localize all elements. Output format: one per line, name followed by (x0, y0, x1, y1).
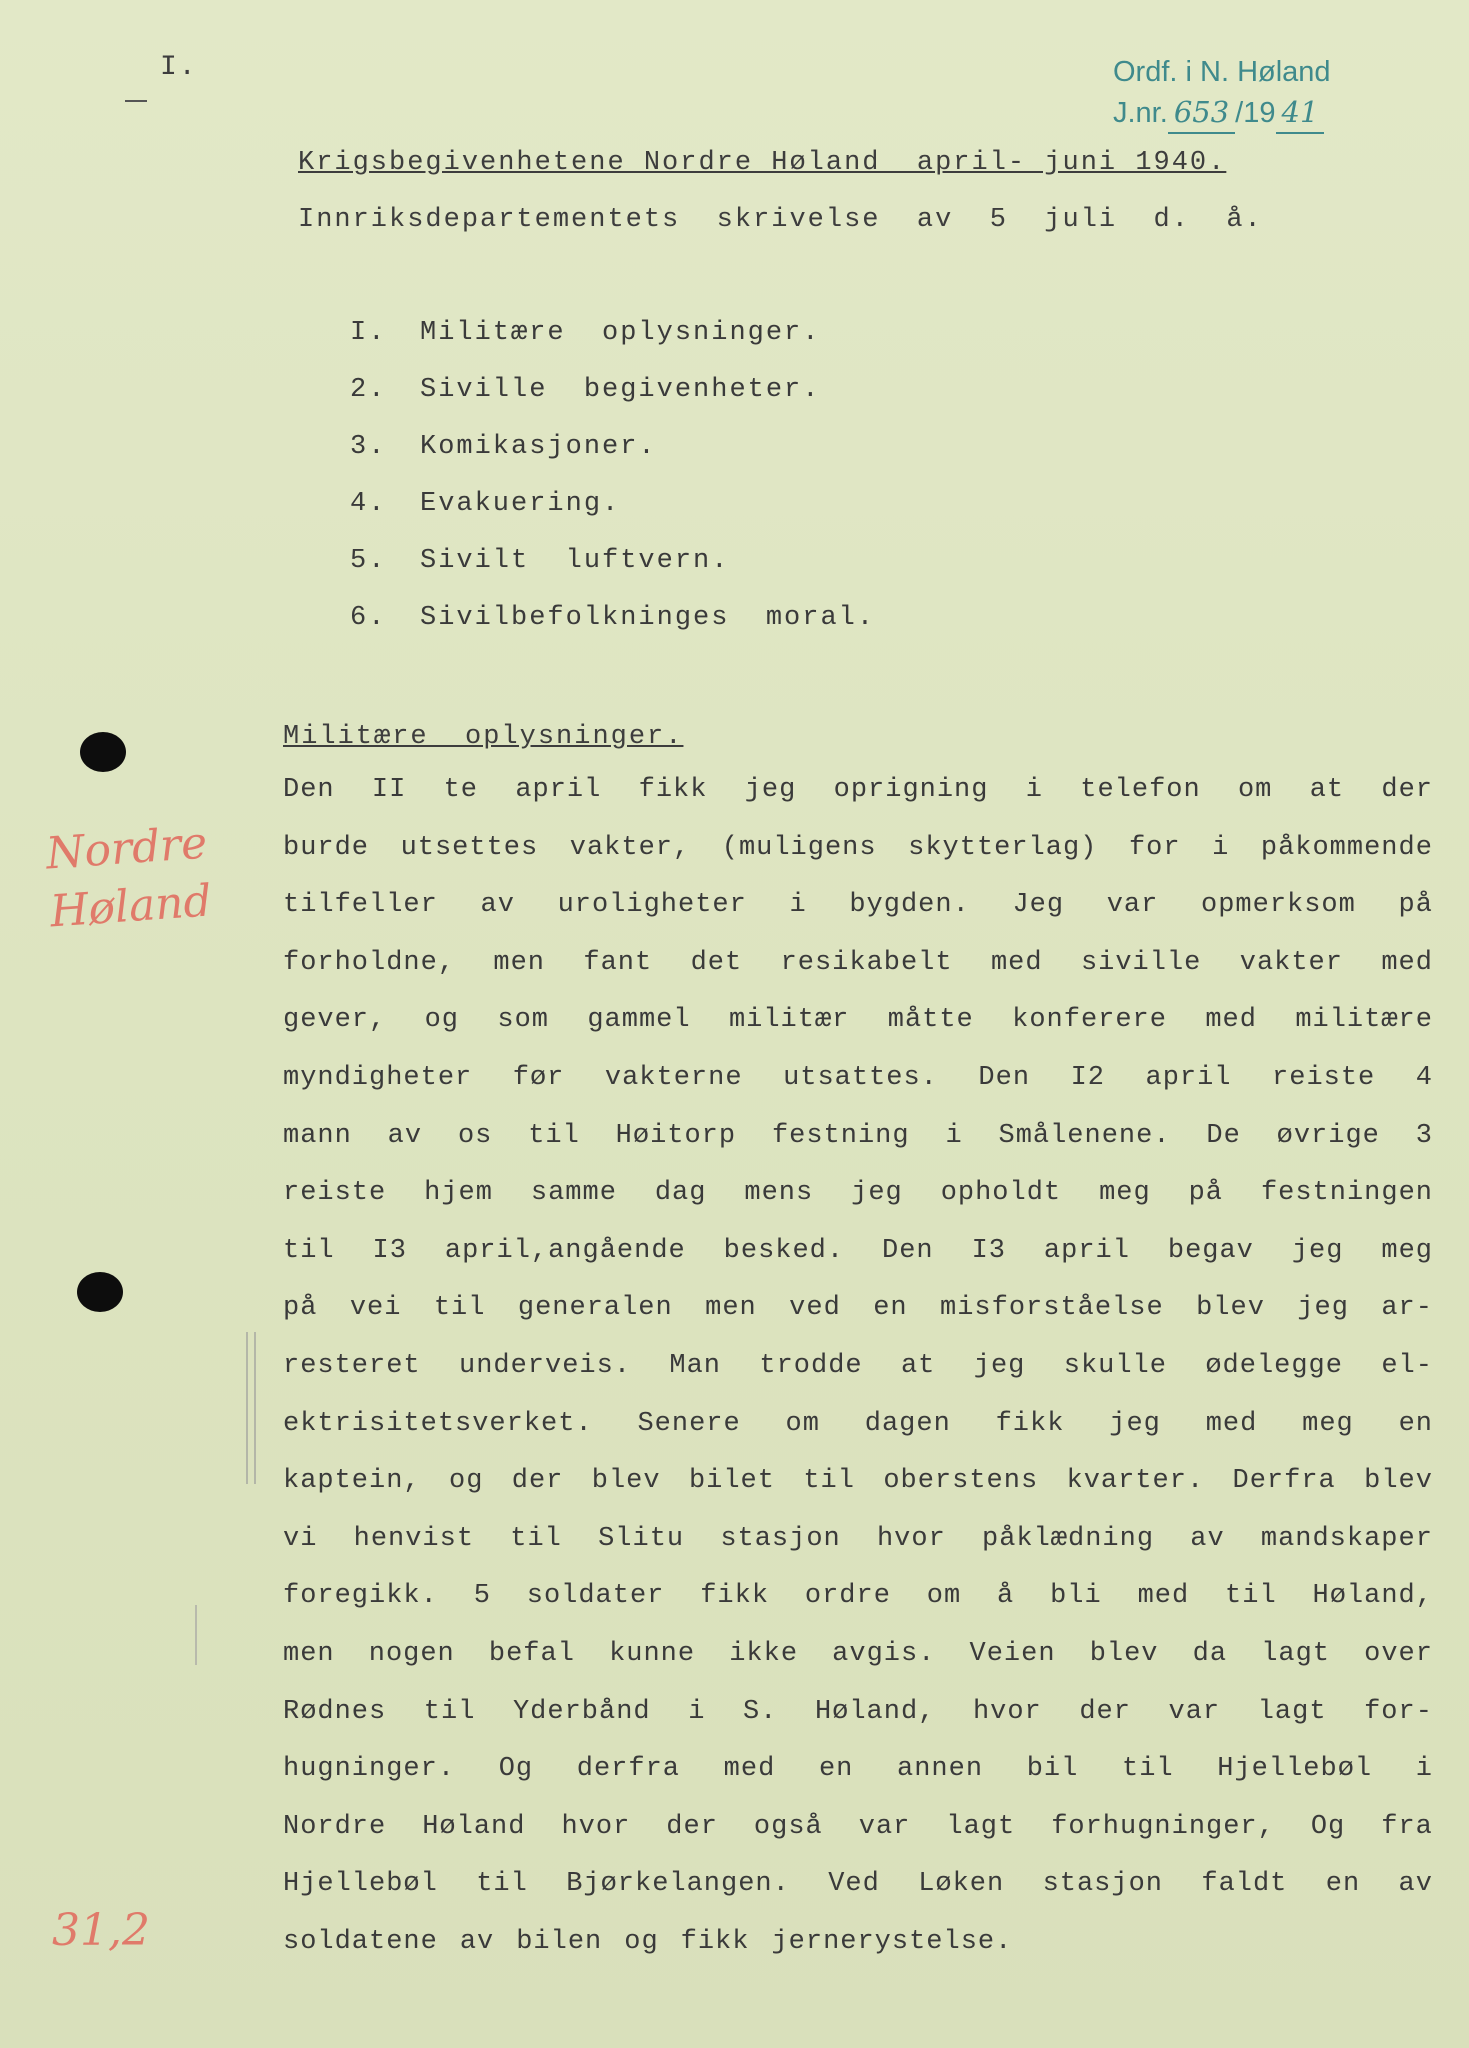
word: blev (1364, 1466, 1433, 1497)
word: i (945, 1120, 963, 1151)
word: Høland (422, 1811, 526, 1842)
word: Rødnes (283, 1696, 387, 1727)
word: og (624, 1926, 659, 1957)
text-line (283, 1351, 1433, 1409)
word: Man (669, 1350, 722, 1381)
word: samme (530, 1178, 617, 1209)
word: i (1415, 1754, 1433, 1785)
word: forholdne, (283, 947, 456, 978)
word: ordre (804, 1581, 891, 1612)
word: vakter, (569, 832, 691, 863)
word: resikabelt (780, 947, 953, 978)
word: Høland, (1312, 1581, 1433, 1612)
word: I3 (971, 1235, 1006, 1266)
word: foregikk. (283, 1581, 438, 1612)
word: med (723, 1754, 776, 1785)
word: over (1364, 1638, 1433, 1669)
archive-page-mark: 31,2 (52, 1905, 150, 1956)
word: øvrige (1276, 1120, 1380, 1151)
word: oprigning (833, 775, 989, 805)
word: 4 (1415, 1062, 1433, 1093)
jnr-separator: /19 (1235, 97, 1276, 129)
word: oberstens (883, 1466, 1039, 1497)
word: hugninger. (283, 1754, 456, 1785)
word: lagt (1261, 1638, 1330, 1669)
word: i (1212, 832, 1230, 863)
word: ektrisitetsverket. (283, 1408, 593, 1439)
archive-stamp (1113, 52, 1331, 134)
word: festningen (1260, 1178, 1433, 1209)
toc-item (350, 318, 875, 375)
text-line (283, 1581, 1433, 1639)
punch-hole (80, 732, 126, 772)
word: II (371, 775, 407, 805)
punch-hole (77, 1272, 123, 1312)
word: som (497, 1005, 549, 1036)
word: lagt (1257, 1696, 1327, 1727)
word: vakter (1239, 947, 1343, 978)
word: Bjørkelangen. (566, 1869, 790, 1900)
word: kunne (609, 1638, 696, 1669)
word: å (997, 1581, 1015, 1612)
word: S. (742, 1696, 778, 1727)
word: av (1398, 1869, 1433, 1900)
toc-number: 4. (350, 489, 387, 519)
word: stasjon (1042, 1869, 1163, 1900)
body-text (283, 775, 1433, 1984)
jnr-year: 41 (1276, 92, 1325, 134)
word: besked. (723, 1235, 845, 1266)
word: ikke (729, 1638, 799, 1669)
word: til (803, 1466, 855, 1497)
text-line (283, 1236, 1433, 1294)
word: bli (1050, 1581, 1102, 1612)
word: var (1106, 890, 1159, 921)
word: til (1225, 1581, 1277, 1612)
toc-item (350, 375, 875, 432)
toc-item (350, 603, 875, 660)
word: i (1025, 775, 1043, 805)
margin-note (44, 815, 213, 942)
word: hjem (424, 1178, 493, 1209)
word: med (1137, 1581, 1190, 1612)
word: men (283, 1638, 335, 1669)
word: før (512, 1062, 565, 1093)
word: stasjon (720, 1523, 841, 1554)
word: at (900, 1350, 936, 1381)
word: der (1381, 775, 1433, 805)
word: (muligens (721, 832, 877, 863)
word: fikk (638, 775, 708, 805)
word: I3 (372, 1235, 407, 1266)
word: det (690, 947, 743, 978)
word: 5 (473, 1581, 491, 1612)
word: for- (1364, 1696, 1433, 1727)
text-line (283, 833, 1433, 891)
word: påklædning (982, 1523, 1155, 1554)
word: av (387, 1120, 423, 1151)
word: resteret (283, 1350, 421, 1381)
word: til (510, 1523, 562, 1554)
text-line (283, 1293, 1433, 1351)
word: påkommende (1260, 832, 1433, 863)
word: bilet (688, 1466, 775, 1497)
word: Derfra (1232, 1466, 1336, 1497)
table-of-contents (350, 318, 875, 660)
toc-label: Militære oplysninger. (420, 318, 821, 348)
word: men (493, 947, 546, 978)
word: tilfeller (283, 890, 438, 921)
word: blev (591, 1466, 661, 1497)
word: meg (1381, 1235, 1433, 1266)
word: Ved (828, 1869, 880, 1900)
text-line (283, 890, 1433, 948)
word: kvarter. (1066, 1466, 1205, 1497)
stamp-journal-number (1113, 92, 1331, 134)
word: annen (897, 1754, 984, 1785)
text-line (283, 1005, 1433, 1063)
word: april (515, 775, 602, 805)
word: militær (728, 1005, 850, 1036)
word: for (1128, 832, 1181, 863)
toc-number: 5. (350, 546, 387, 576)
word: nogen (368, 1638, 455, 1669)
word: til (476, 1869, 528, 1900)
toc-number: 6. (350, 603, 387, 633)
word: var (858, 1811, 911, 1842)
word: underveis. (459, 1350, 632, 1381)
toc-number: 2. (350, 375, 387, 405)
word: Den (978, 1062, 1031, 1093)
word: Den (283, 775, 335, 805)
word: jernerystelse. (771, 1926, 1013, 1957)
word: til (528, 1120, 580, 1151)
word: faldt (1201, 1869, 1288, 1900)
word: Slitu (598, 1523, 685, 1554)
word: til (283, 1235, 335, 1266)
word: april,angående (444, 1235, 686, 1266)
word: i (789, 890, 807, 921)
word: meg (1302, 1408, 1354, 1439)
text-line (283, 1178, 1433, 1236)
word: i (688, 1696, 706, 1727)
word: om (1237, 775, 1273, 805)
word: ved (789, 1293, 841, 1324)
word: april (1043, 1235, 1130, 1266)
word: siville (1080, 947, 1202, 978)
word: Hjellebøl (1217, 1754, 1373, 1785)
word: der (511, 1466, 564, 1497)
word: forhugninger, (1051, 1811, 1275, 1842)
toc-number: I. (350, 318, 387, 348)
word: trodde (759, 1350, 863, 1381)
word: skulle (1063, 1350, 1167, 1381)
word: mens (744, 1178, 814, 1209)
word: Hjellebøl (283, 1869, 438, 1900)
word: utsattes. (783, 1062, 938, 1093)
word: I2 (1070, 1062, 1105, 1093)
word: jeg (1109, 1408, 1161, 1439)
word: konferere (1012, 1005, 1167, 1036)
word: militære (1295, 1005, 1433, 1036)
word: 3 (1415, 1120, 1433, 1151)
word: på (283, 1293, 318, 1324)
word: en (1325, 1869, 1361, 1900)
word: os (457, 1120, 493, 1151)
word: jeg (1291, 1235, 1344, 1266)
word: telefon (1080, 775, 1201, 805)
word: bil (1026, 1754, 1079, 1785)
word: blev (1089, 1638, 1159, 1669)
word: burde (283, 832, 370, 863)
word: der (1079, 1696, 1131, 1727)
word: ar- (1381, 1293, 1433, 1324)
word: med (1381, 947, 1433, 978)
word: Nordre (283, 1811, 387, 1842)
word: Høland, (814, 1696, 936, 1727)
word: utsettes (400, 832, 539, 863)
word: bilen (516, 1926, 603, 1957)
word: Og (1310, 1811, 1346, 1842)
word: gammel (587, 1005, 691, 1036)
word: april (1145, 1062, 1232, 1093)
word: kaptein, (283, 1466, 421, 1497)
word: henvist (353, 1523, 475, 1554)
pencil-margin-mark (195, 1605, 197, 1665)
toc-label: Komikasjoner. (420, 432, 657, 462)
word: vakterne (604, 1062, 743, 1093)
word: derfra (576, 1754, 680, 1785)
word: bygden. (849, 890, 970, 921)
text-line (283, 1869, 1433, 1927)
word: hvor (561, 1811, 631, 1842)
word: om (926, 1581, 962, 1612)
word: dagen (864, 1408, 951, 1439)
word: jeg (744, 775, 797, 805)
word: jeg (1297, 1293, 1349, 1324)
word: jeg (851, 1178, 903, 1209)
word: fant (583, 947, 653, 978)
text-line (283, 1812, 1433, 1870)
word: om (785, 1408, 820, 1439)
page-number: I. (160, 52, 198, 83)
word: avgis. (832, 1638, 936, 1669)
word: at (1309, 775, 1345, 805)
text-line (283, 1927, 1433, 1985)
toc-label: Sivilt luftvern. (420, 546, 730, 576)
word: meg (1099, 1178, 1151, 1209)
word: reiste (283, 1178, 387, 1209)
toc-label: Evakuering. (420, 489, 621, 519)
word: men (705, 1293, 757, 1324)
word: Og (498, 1754, 534, 1785)
word: og (449, 1466, 484, 1497)
text-line (283, 948, 1433, 1006)
word: blev (1196, 1293, 1265, 1324)
stamp-line: Ordf. i N. Høland (1113, 56, 1331, 88)
word: soldatene (283, 1926, 438, 1957)
document-subtitle: Innriksdepartementets skrivelse av 5 juli d. å. (298, 205, 1263, 235)
word: Jeg (1012, 890, 1065, 921)
word: til (423, 1696, 476, 1727)
word: festning (771, 1120, 910, 1151)
toc-number: 3. (350, 432, 387, 462)
word: dag (654, 1178, 707, 1209)
word: hvor (876, 1523, 946, 1554)
text-line (283, 1121, 1433, 1179)
word: Senere (637, 1408, 741, 1439)
jnr-prefix: J.nr. (1113, 97, 1168, 129)
text-line (283, 1466, 1433, 1524)
word: mann (283, 1120, 352, 1151)
word: ødelegge (1205, 1350, 1343, 1381)
text-line (283, 1524, 1433, 1582)
word: uroligheter (557, 890, 747, 921)
word: fikk (995, 1408, 1065, 1439)
text-line (283, 1697, 1433, 1755)
word: med (1205, 1408, 1258, 1439)
word: av (480, 890, 515, 921)
word: var (1168, 1696, 1221, 1727)
toc-item (350, 489, 875, 546)
word: misforståelse (940, 1293, 1164, 1324)
word: mandskaper (1260, 1523, 1433, 1554)
word: en (818, 1754, 854, 1785)
word: skytterlag) (908, 832, 1098, 863)
word: el- (1381, 1350, 1433, 1381)
word: reiste (1272, 1062, 1376, 1093)
text-line (283, 1754, 1433, 1812)
word: De (1206, 1120, 1241, 1151)
word: opholdt (940, 1178, 1062, 1209)
word: hvor (972, 1696, 1042, 1727)
pencil-tick (125, 100, 147, 102)
word: da (1192, 1638, 1228, 1669)
word: lagt (946, 1811, 1016, 1842)
word: begav (1167, 1235, 1254, 1266)
toc-item (350, 546, 875, 603)
word: Høitorp (615, 1120, 737, 1151)
word: en (873, 1293, 908, 1324)
text-line (283, 1409, 1433, 1467)
word: Smålenene. (998, 1120, 1171, 1151)
word: fikk (700, 1581, 770, 1612)
word: Den (882, 1235, 934, 1266)
word: med (1205, 1005, 1257, 1036)
word: vei (349, 1293, 402, 1324)
word: av (1190, 1523, 1225, 1554)
margin-note-line: Nordre (44, 817, 209, 880)
word: soldater (526, 1581, 665, 1612)
word: også (753, 1811, 823, 1842)
document-title: Krigsbegivenhetene Nordre Høland april- juni 1940. (298, 148, 1227, 178)
word: der (666, 1811, 718, 1842)
word: vi (283, 1523, 318, 1554)
word: Yderbånd (512, 1696, 651, 1727)
word: til (1122, 1754, 1174, 1785)
word: med (990, 947, 1043, 978)
word: Løken (918, 1869, 1005, 1900)
pencil-margin-mark (246, 1332, 256, 1484)
word: befal (488, 1638, 575, 1669)
text-line (283, 1639, 1433, 1697)
word: Veien (969, 1638, 1056, 1669)
text-line (283, 775, 1433, 833)
margin-note-line: Høland (48, 875, 214, 938)
word: te (443, 775, 479, 805)
section-heading: Militære oplysninger. (283, 722, 684, 752)
word: jeg (973, 1350, 1026, 1381)
word: generalen (517, 1293, 673, 1324)
word: på (1188, 1178, 1224, 1209)
word: fra (1381, 1811, 1433, 1842)
word: til (433, 1293, 486, 1324)
jnr-number: 653 (1168, 92, 1235, 134)
word: av (459, 1926, 495, 1957)
word: på (1398, 890, 1433, 921)
text-line (283, 1063, 1433, 1121)
word: gever, (283, 1005, 387, 1036)
word: fikk (680, 1926, 750, 1957)
word: opmerksom (1201, 890, 1356, 921)
word: og (424, 1005, 459, 1036)
toc-label: Siville begivenheter. (420, 375, 821, 405)
toc-label: Sivilbefolkninges moral. (420, 603, 876, 633)
word: myndigheter (283, 1062, 473, 1093)
word: måtte (887, 1005, 974, 1036)
word: en (1398, 1408, 1433, 1439)
toc-item (350, 432, 875, 489)
